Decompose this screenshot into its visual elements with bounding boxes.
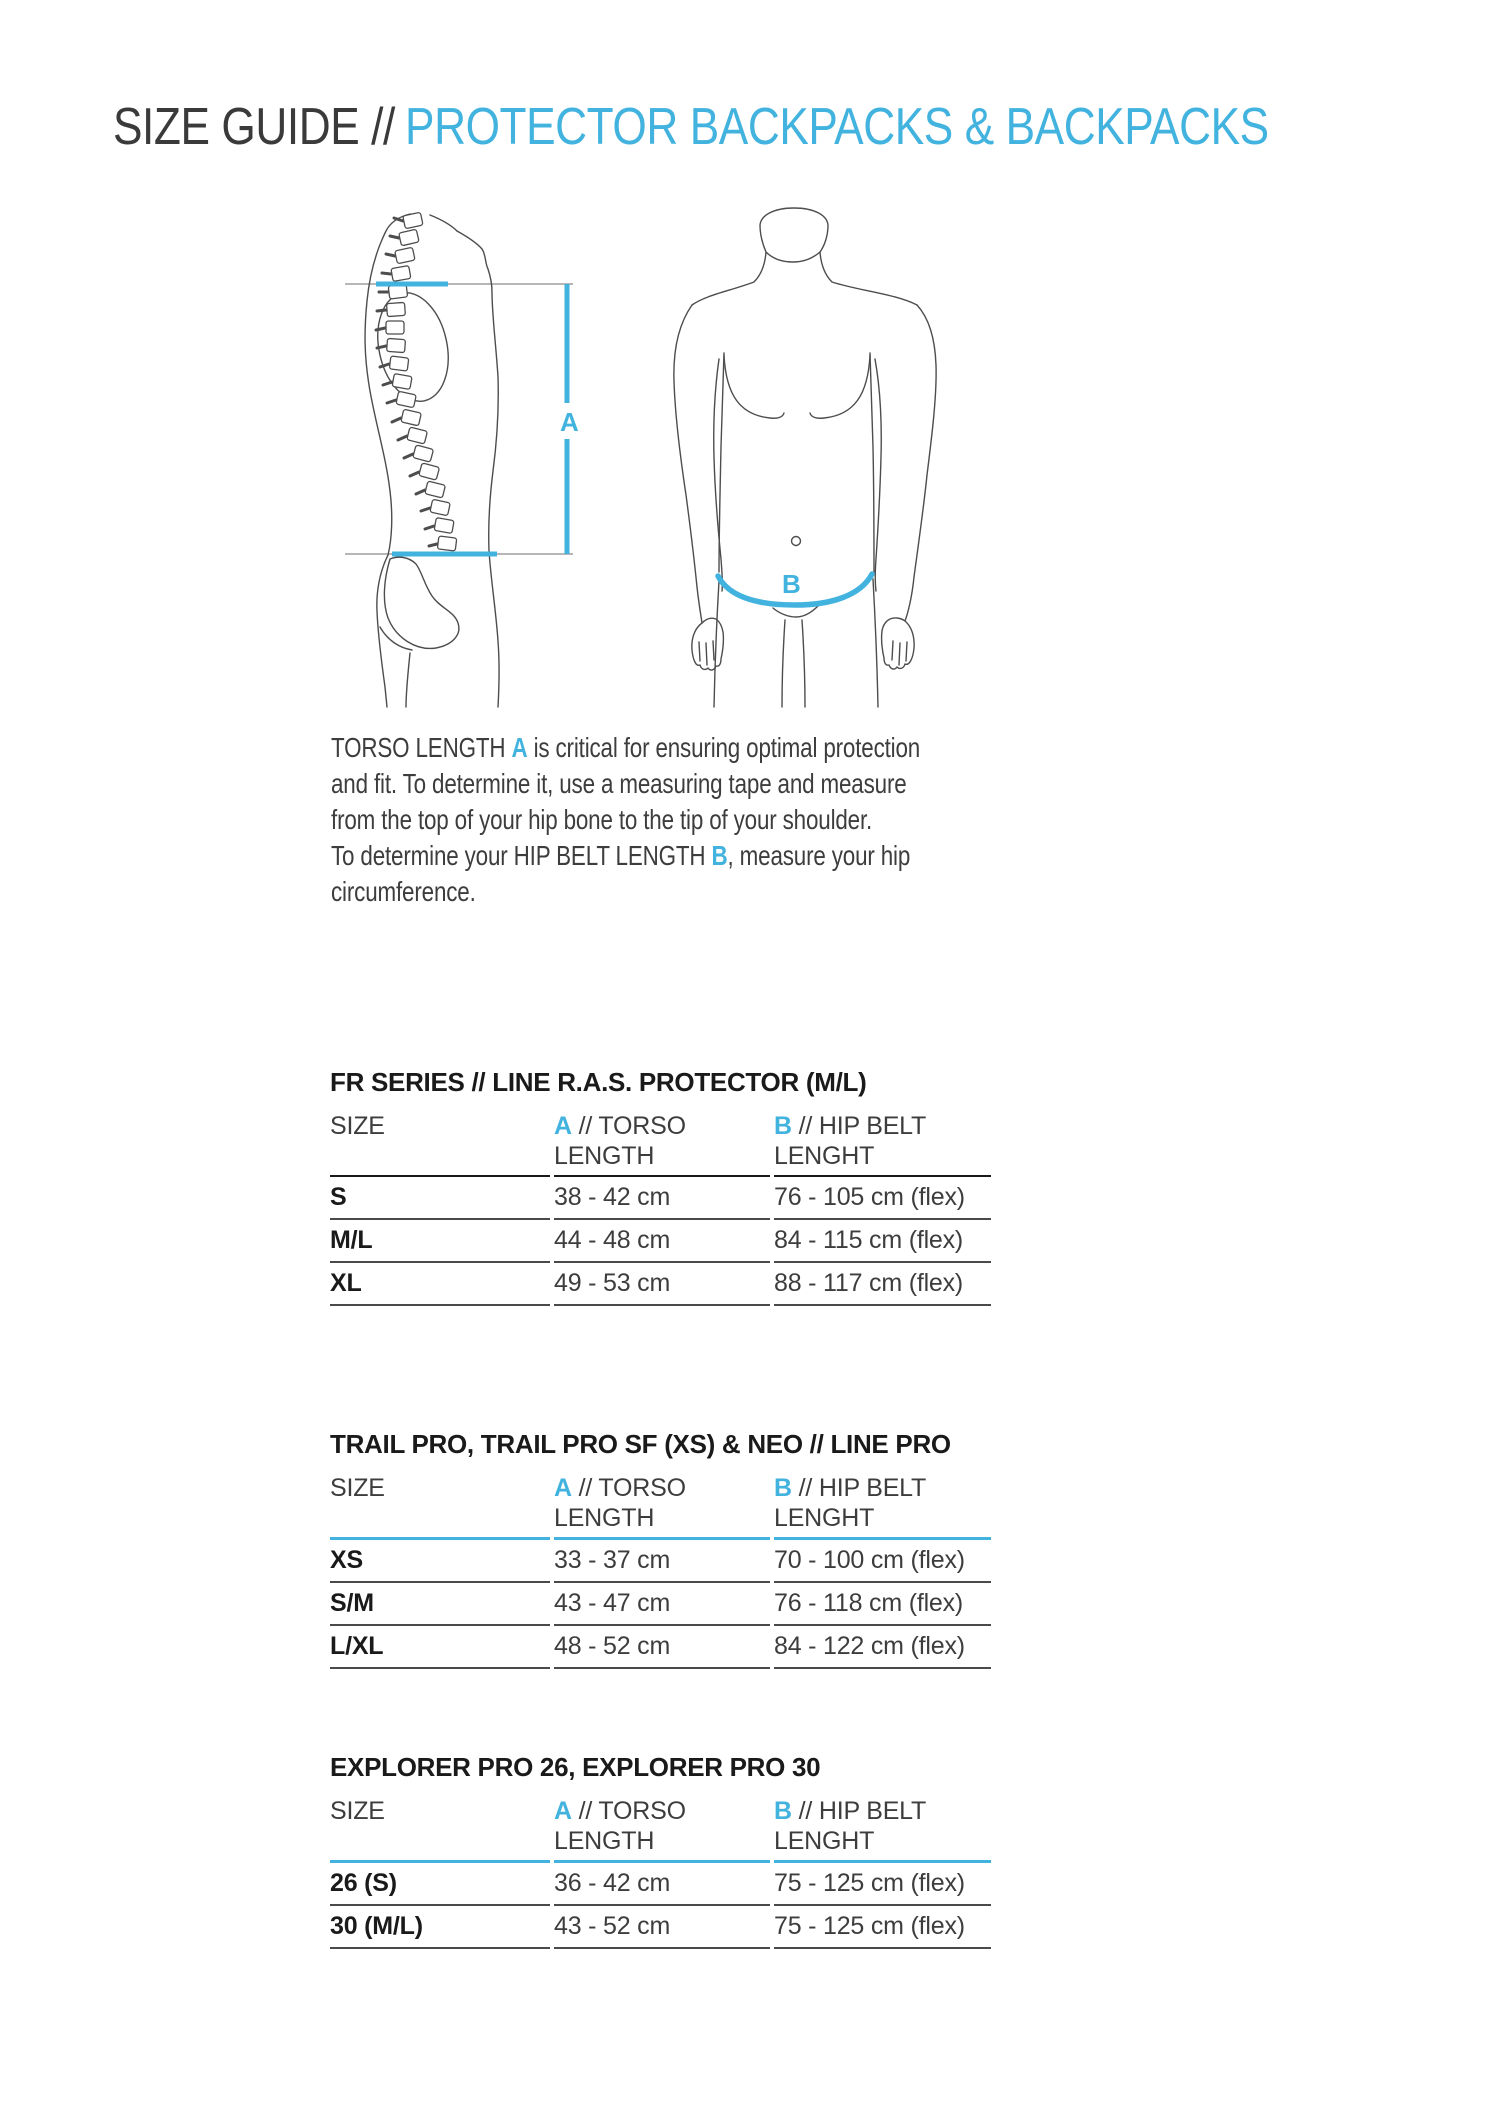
left-hand [692,618,724,670]
size-table [330,1473,995,1669]
table-row [330,1262,993,1305]
torso-length-cell: 36 - 42 cm [552,1862,772,1905]
table-row [330,1219,993,1262]
hip-belt-label-b: B [782,569,801,599]
intro-letter-a: A [511,732,528,763]
size-cell: S/M [330,1582,552,1625]
side-body-front-outline [457,231,499,707]
hip-belt-cell: 76 - 118 cm (flex) [772,1582,993,1625]
column-header-label: SIZE [330,1112,385,1140]
column-header-size [330,1111,552,1176]
table-heading: EXPLORER PRO 26, EXPLORER PRO 30 [330,1752,821,1782]
intro-text: To determine your HIP BELT LENGTH [331,840,712,871]
table-row [330,1582,993,1625]
size-cell: M/L [330,1219,552,1262]
size-table [330,1796,995,1949]
column-header-label: // HIP BELT [798,1474,927,1502]
column-header-label2: LENGTH [554,1504,655,1532]
size-cell: XL [330,1262,552,1305]
column-header-label: // TORSO [578,1797,686,1825]
intro-text: is critical for ensuring optimal protection [527,732,921,763]
column-letter-b: B [774,1112,792,1140]
size-cell: XS [330,1539,552,1582]
size-table [330,1111,995,1306]
table-row [330,1862,993,1905]
intro-letter-b: B [711,840,728,871]
size-table-explorer-pro [330,1751,1030,1949]
table-heading: TRAIL PRO, TRAIL PRO SF (XS) & NEO // LINE PRO [330,1429,951,1459]
table-row [330,1539,993,1582]
column-header-torso [552,1111,772,1176]
size-table-fr-series [330,1066,1030,1306]
page-title-accent: PROTECTOR BACKPACKS & BACKPACKS [405,98,1269,156]
intro-text: from the top of your hip bone to the tip of your shoulder. [331,804,873,835]
column-header-hip [772,1111,993,1176]
intro-text: , measure your hip [727,840,911,871]
column-header-torso [552,1473,772,1539]
torso-length-cell: 43 - 47 cm [552,1582,772,1625]
navel [792,537,801,546]
vertebrae-column [386,212,457,551]
intro-paragraph [331,730,1051,910]
right-torso-side [870,353,874,572]
torso-length-cell: 33 - 37 cm [552,1539,772,1582]
pelvis-crease [380,627,412,650]
measurement-marks [376,284,872,605]
size-cell: 26 (S) [330,1862,552,1905]
torso-length-label-a: A [560,407,579,437]
left-arm-inner [714,359,723,591]
table-row [330,1176,993,1219]
page-title [113,97,1269,157]
column-header-label2: LENGTH [554,1827,655,1855]
column-header-label: // TORSO [578,1474,686,1502]
torso-length-cell: 43 - 52 cm [552,1905,772,1948]
pelvis-shape [384,557,459,648]
intro-text: TORSO LENGTH [331,732,512,763]
table-heading: FR SERIES // LINE R.A.S. PROTECTOR (M/L) [330,1067,867,1097]
left-torso-side [719,353,724,572]
column-header-size [330,1473,552,1539]
right-hand [882,618,915,669]
hip-belt-cell: 76 - 105 cm (flex) [772,1176,993,1219]
column-header-label: // HIP BELT [798,1112,927,1140]
chest-lines [724,355,870,418]
size-cell: L/XL [330,1625,552,1668]
hip-belt-cell: 84 - 115 cm (flex) [772,1219,993,1262]
size-table-trail-pro [330,1428,1030,1669]
column-letter-a: A [554,1474,572,1502]
torso-front-figure [674,208,936,707]
column-letter-b: B [774,1797,792,1825]
column-header-label: // HIP BELT [798,1797,927,1825]
column-letter-a: A [554,1797,572,1825]
hip-belt-cell: 75 - 125 cm (flex) [772,1905,993,1948]
column-header-hip [772,1473,993,1539]
left-arm-outer [674,305,702,623]
hip-belt-cell: 84 - 122 cm (flex) [772,1625,993,1668]
thigh-line [406,653,410,707]
torso-length-cell: 44 - 48 cm [552,1219,772,1262]
column-header-label2: LENGTH [554,1142,655,1170]
column-header-label2: LENGHT [774,1827,875,1855]
column-header-label: SIZE [330,1474,385,1502]
side-body-back-outline [365,214,457,707]
right-arm-inner [875,359,881,591]
table-row [330,1905,993,1948]
table-row [330,1625,993,1668]
column-header-hip [772,1796,993,1862]
column-header-label2: LENGHT [774,1504,875,1532]
hip-belt-cell: 75 - 125 cm (flex) [772,1862,993,1905]
size-diagram [330,195,960,710]
torso-length-cell: 38 - 42 cm [552,1176,772,1219]
column-header-size [330,1796,552,1862]
hip-belt-cell: 88 - 117 cm (flex) [772,1262,993,1305]
intro-text: and fit. To determine it, use a measuring tape and measure [331,768,907,799]
torso-length-cell: 49 - 53 cm [552,1262,772,1305]
column-header-label: // TORSO [578,1112,686,1140]
head-outline [760,208,828,262]
intro-text: circumference. [331,876,476,907]
column-letter-b: B [774,1474,792,1502]
torso-length-cell: 48 - 52 cm [552,1625,772,1668]
size-cell: 30 (M/L) [330,1905,552,1948]
size-cell: S [330,1176,552,1219]
column-header-label: SIZE [330,1797,385,1825]
hip-belt-cell: 70 - 100 cm (flex) [772,1539,993,1582]
column-header-label2: LENGHT [774,1142,875,1170]
column-header-torso [552,1796,772,1862]
right-arm-outer [905,305,936,621]
column-letter-a: A [554,1112,572,1140]
page-title-dark: SIZE GUIDE // [113,98,395,156]
